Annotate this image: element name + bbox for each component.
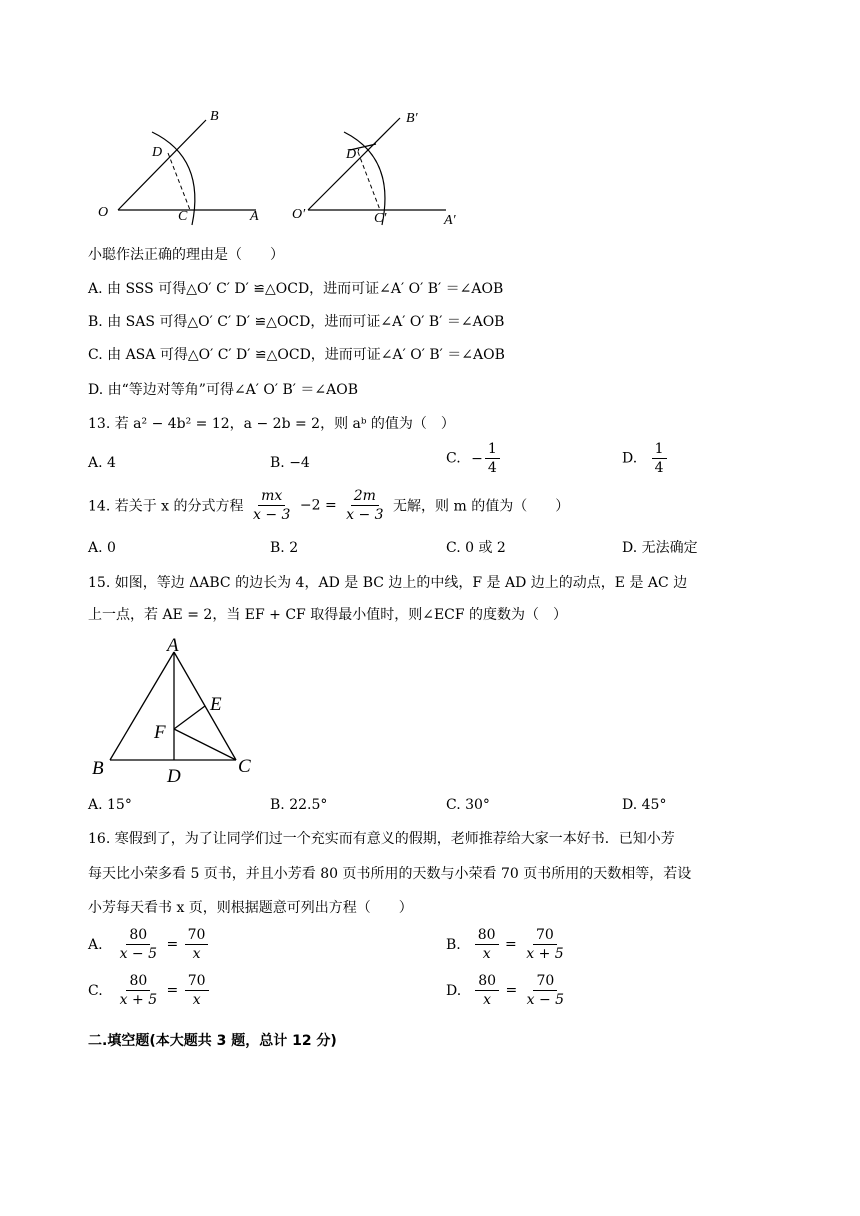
q15-option-b[interactable]: B. 22.5° [270, 797, 328, 813]
label-B: B [92, 758, 104, 779]
label-B: B [210, 109, 219, 124]
q13-option-d[interactable]: D. $\frac{1}{4}$ [622, 440, 669, 477]
q16-option-a[interactable]: A. $\frac{80}{x - 5}$ = $\frac{70}{x}$ [88, 926, 210, 963]
q14-fraction-left: $\frac{mx}{x - 3}$ [252, 488, 291, 523]
triangle-figure [88, 632, 268, 787]
label-E: E [210, 694, 222, 715]
q12-option-a[interactable]: A. 由 SSS 可得△O′ C′ D′ ≌△OCD，进而可证∠A′ O′ B′ ＝∠AOB [88, 281, 504, 297]
label-C-prime: C′ [374, 211, 387, 226]
q13-stem: 13. 若 a² − 4b² = 12，a − 2b = 2，则 aᵇ 的值为（ ） [88, 416, 455, 432]
label-F: F [154, 722, 166, 743]
label-C: C [238, 756, 251, 777]
label-C: C [178, 209, 188, 224]
label-A-prime: A′ [444, 213, 456, 228]
q14-option-b[interactable]: B. 2 [270, 540, 299, 556]
q12-option-c[interactable]: C. 由 ASA 可得△O′ C′ D′ ≌△OCD，进而可证∠A′ O′ B′ ＝∠AOB [88, 347, 505, 363]
q16-option-c[interactable]: C. $\frac{80}{x + 5}$ = $\frac{70}{x}$ [88, 972, 211, 1009]
q12-option-b[interactable]: B. 由 SAS 可得△O′ C′ D′ ≌△OCD，进而可证∠A′ O′ B′ ＝∠AOB [88, 314, 505, 330]
q14-stem: 14. 若关于 x 的分式方程 $\frac{mx}{x - 3}$ −2 = $\frac{2m}{x - 3}$ 无解，则 m 的值为（ ） [88, 488, 570, 523]
q15-option-c[interactable]: C. 30° [446, 797, 490, 813]
q12-stem: 小聪作法正确的理由是（ ） [88, 247, 284, 263]
q16-stem-line2: 每天比小荣多看 5 页书，并且小芳看 80 页书所用的天数与小荣看 70 页书所用的天数相等，若设 [88, 866, 692, 882]
q16-stem-line1: 16. 寒假到了，为了让同学们过一个充实而有意义的假期，老师推荐给大家一本好书．已知小芳 [88, 831, 675, 847]
q13-c-fraction: $\frac{1}{4}$ [485, 440, 500, 477]
q14-fraction-right: $\frac{2m}{x - 3}$ [346, 488, 384, 523]
q16-option-d[interactable]: D. $\frac{80}{x}$ = $\frac{70}{x - 5}$ [446, 973, 565, 1008]
q15-option-d[interactable]: D. 45° [622, 797, 667, 813]
q13-option-c[interactable]: C. − $\frac{1}{4}$ [446, 440, 502, 477]
q16-option-b[interactable]: B. $\frac{80}{x}$ = $\frac{70}{x + 5}$ [446, 927, 564, 962]
q15-stem-line1: 15. 如图，等边 ΔABC 的边长为 4，AD 是 BC 边上的中线，F 是 AD 边上的动点，E 是 AC 边 [88, 575, 688, 591]
q13-option-a[interactable]: A. 4 [88, 455, 116, 471]
section-heading: 二.填空题(本大题共 3 题，总计 12 分) [88, 1033, 337, 1049]
q13-d-fraction: $\frac{1}{4}$ [652, 440, 667, 477]
q14-option-d[interactable]: D. 无法确定 [622, 540, 698, 556]
label-D: D [152, 145, 163, 160]
label-D-prime: D′ [346, 147, 360, 162]
label-A: A [250, 209, 259, 224]
q12-option-d[interactable]: D. 由“等边对等角”可得∠A′ O′ B′ ＝∠AOB [88, 382, 359, 398]
q13-option-b[interactable]: B. −4 [270, 455, 310, 471]
label-O-prime: O′ [292, 207, 306, 222]
q15-option-a[interactable]: A. 15° [88, 797, 132, 813]
label-B-prime: B′ [406, 111, 418, 126]
q15-stem-line2: 上一点，若 AE = 2，当 EF + CF 取得最小值时，则∠ECF 的度数为（ ） [88, 607, 568, 623]
q14-option-a[interactable]: A. 0 [88, 540, 116, 556]
label-D: D [167, 766, 181, 787]
angle-construction-figure [88, 100, 488, 230]
label-A: A [167, 635, 179, 656]
label-O: O [98, 205, 109, 220]
q14-option-c[interactable]: C. 0 或 2 [446, 540, 506, 556]
q16-stem-line3: 小芳每天看书 x 页，则根据题意可列出方程（ ） [88, 900, 413, 916]
